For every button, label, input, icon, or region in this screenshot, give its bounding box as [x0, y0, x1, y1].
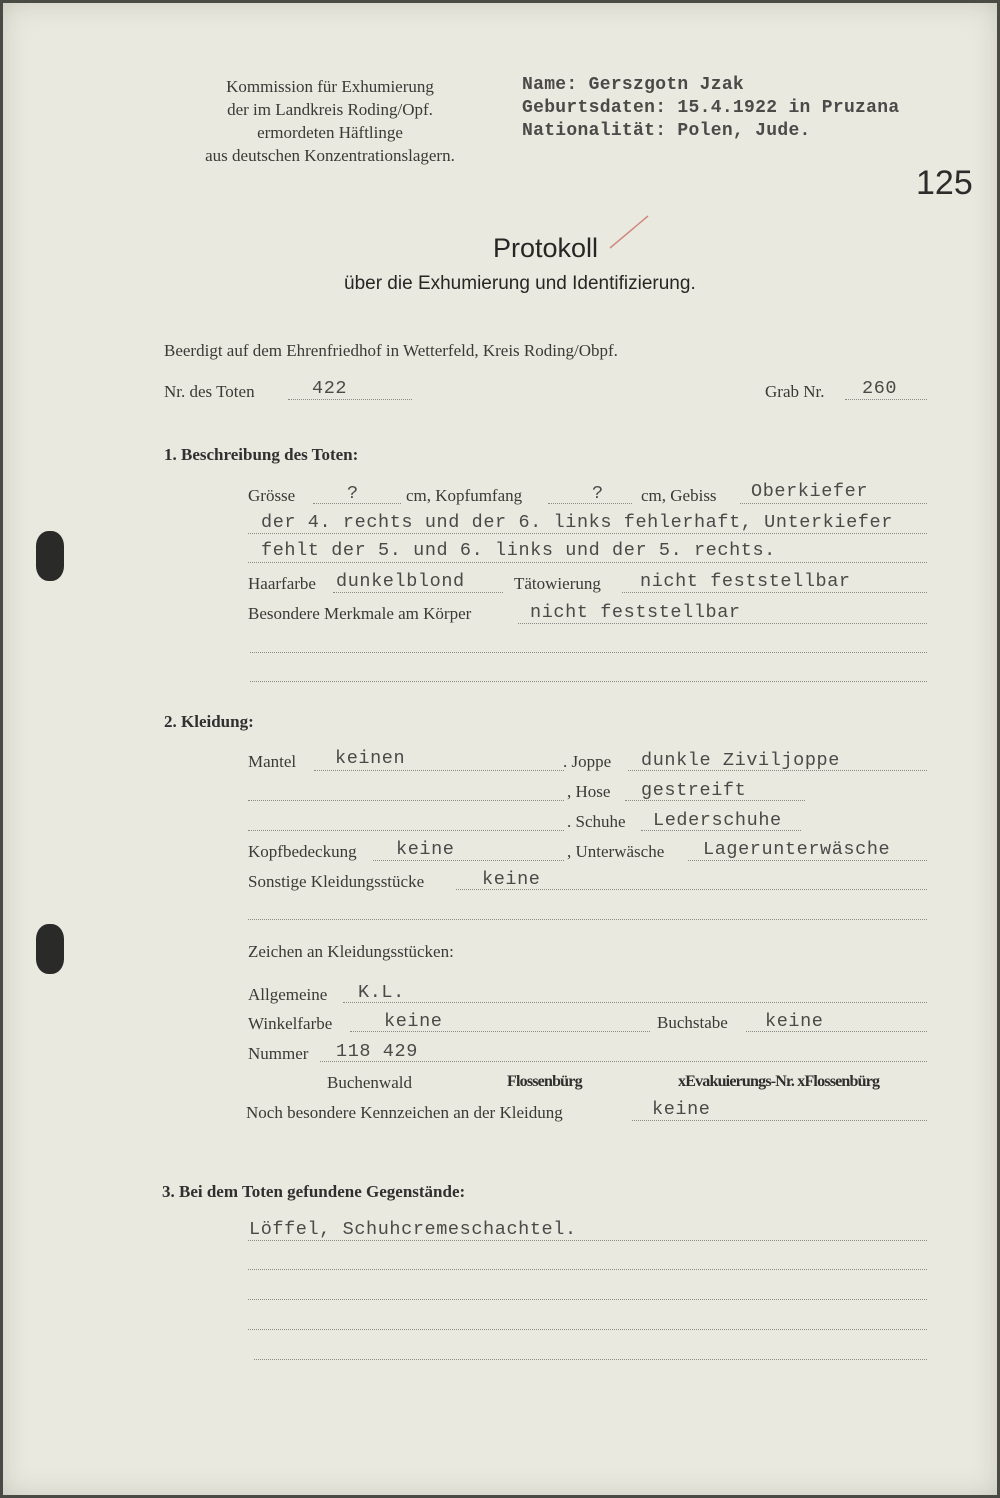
grab-value: 260 [862, 378, 898, 399]
mantel-label: Mantel [248, 752, 297, 771]
unterwaesche-value: Lagerunterwäsche [703, 839, 891, 860]
merkmale-label: Besondere Merkmale am Körper [248, 604, 472, 623]
groesse-value: ? [347, 483, 359, 504]
commission-line: Kommission für Exhumierung [226, 77, 434, 96]
person-birth: Geburtsdaten: 15.4.1922 in Pruzana [522, 98, 900, 118]
nummer-value: 118 429 [336, 1041, 418, 1062]
page-title: Protokoll [493, 233, 599, 263]
buchstabe-label: Buchstabe [657, 1013, 728, 1032]
haarfarbe-value: dunkelblond [336, 571, 465, 592]
groesse-label: Grösse [248, 486, 296, 505]
joppe-label: . Joppe [563, 752, 612, 771]
kopfumfang-label: cm, Kopfumfang [406, 486, 523, 505]
person-name: Name: Gerszgotn Jzak [522, 75, 745, 95]
taetowierung-value: nicht feststellbar [640, 571, 851, 592]
section-heading: 3. Bei dem Toten gefundene Gegenstände: [162, 1182, 466, 1201]
allgemeine-value: K.L. [358, 982, 405, 1003]
hose-value: gestreift [641, 780, 747, 801]
punch-hole-bottom [36, 924, 64, 974]
nr-toten-value: 422 [312, 378, 348, 399]
kopfbedeckung-label: Kopfbedeckung [248, 842, 357, 861]
mantel-value: keinen [335, 748, 406, 769]
schuhe-label: . Schuhe [567, 812, 626, 831]
joppe-value: dunkle Ziviljoppe [641, 750, 840, 771]
pencil-mark-icon [606, 212, 652, 252]
page-number: 125 [916, 164, 973, 202]
merkmale-value: nicht feststellbar [530, 602, 741, 623]
nummer-label: Nummer [248, 1044, 309, 1063]
kennzeichen-label: Noch besondere Kennzeichen an der Kleidung [246, 1103, 563, 1122]
commission-line: aus deutschen Konzentrationslagern. [205, 146, 455, 165]
found-items-value: Löffel, Schuhcremeschachtel. [249, 1219, 577, 1240]
section-heading: 1. Beschreibung des Toten: [164, 445, 359, 464]
zeichen-label: Zeichen an Kleidungsstücken: [248, 942, 454, 961]
commission-line: der im Landkreis Roding/Opf. [227, 100, 433, 119]
person-info-block [522, 74, 899, 143]
gebiss-line-2: der 4. rechts und der 6. links fehlerhaft, Unterkiefer [261, 512, 893, 533]
commission-line: ermordeten Häftlinge [257, 123, 403, 142]
gebiss-value: Oberkiefer [751, 481, 869, 502]
taetowierung-label: Tätowierung [514, 574, 601, 593]
unterwaesche-label: , Unterwäsche [567, 842, 665, 861]
gebiss-label: cm, Gebiss [641, 486, 717, 505]
punch-hole-top [36, 531, 64, 581]
evakuierung-struck: xEvakuierungs-Nr. xFlossenbürg [678, 1073, 880, 1090]
commission-block [170, 75, 490, 167]
kennzeichen-value: keine [652, 1099, 711, 1120]
winkelfarbe-value: keine [384, 1011, 443, 1032]
sonstige-label: Sonstige Kleidungsstücke [248, 872, 425, 891]
gebiss-line-3: fehlt der 5. und 6. links und der 5. rechts. [261, 540, 776, 561]
flossenburg-struck: Flossenbürg [507, 1073, 582, 1090]
grab-label: Grab Nr. [765, 382, 825, 401]
hose-label: , Hose [567, 782, 611, 801]
person-nationality: Nationalität: Polen, Jude. [522, 121, 811, 141]
allgemeine-label: Allgemeine [248, 985, 328, 1004]
buchstabe-value: keine [765, 1011, 824, 1032]
sonstige-value: keine [482, 869, 541, 890]
buchenwald-label: Buchenwald [327, 1073, 412, 1092]
winkelfarbe-label: Winkelfarbe [248, 1014, 333, 1033]
burial-text: Beerdigt auf dem Ehrenfriedhof in Wetterfeld, Kreis Roding/Obpf. [164, 341, 618, 360]
nr-toten-label: Nr. des Toten [164, 382, 255, 401]
section-heading: 2. Kleidung: [164, 712, 254, 731]
schuhe-value: Lederschuhe [653, 810, 782, 831]
page-subtitle: über die Exhumierung und Identifizierung. [344, 273, 696, 294]
kopfbedeckung-value: keine [396, 839, 455, 860]
kopfumfang-value: ? [592, 483, 604, 504]
haarfarbe-label: Haarfarbe [248, 574, 316, 593]
